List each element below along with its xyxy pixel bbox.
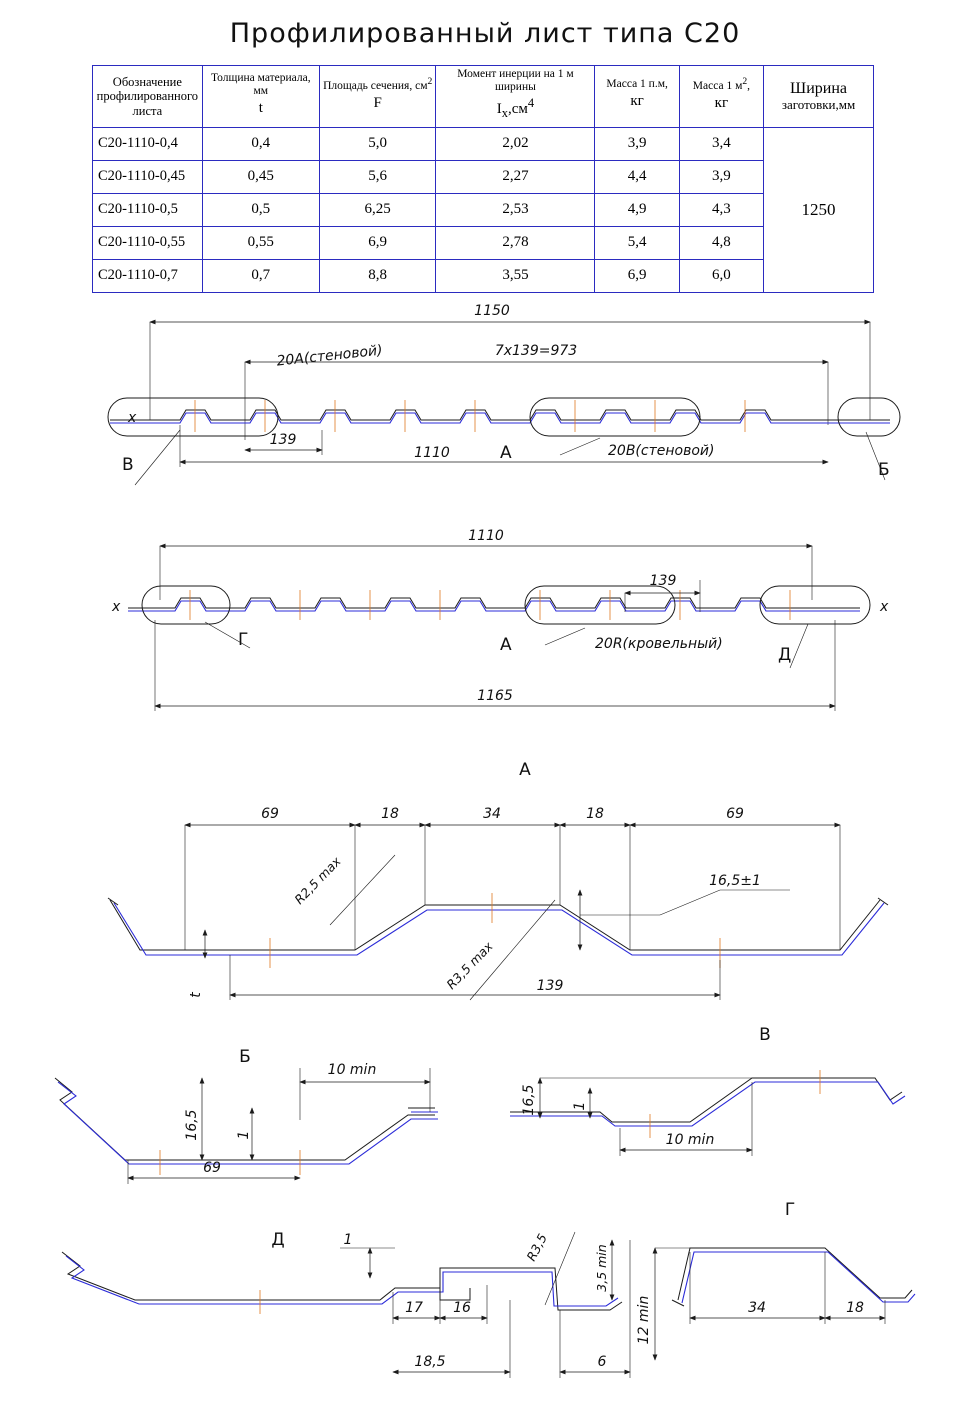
header-mass-per-m-symbol: кг bbox=[630, 93, 644, 110]
axis-label-mid-right: x bbox=[880, 599, 889, 615]
dim-top-inner: 1110 bbox=[414, 445, 450, 461]
cell-mass-per-m2: 4,8 bbox=[679, 226, 763, 259]
dim-d-18-5: 18,5 bbox=[414, 1354, 446, 1370]
dim-g-12min: 12 min bbox=[636, 1295, 652, 1345]
cell-mass-per-m: 5,4 bbox=[595, 226, 679, 259]
header-area-symbol: F bbox=[373, 95, 382, 112]
cell-mass-per-m: 4,9 bbox=[595, 193, 679, 226]
detail-v bbox=[510, 1025, 905, 1156]
dim-a-pitch: 139 bbox=[536, 978, 564, 994]
view-top-wall-sheet bbox=[108, 303, 900, 485]
node-label-bb: Б bbox=[878, 460, 890, 480]
label-20v-wall: 20В(стеновой) bbox=[608, 443, 715, 459]
dim-v-height: 16,5 bbox=[521, 1084, 537, 1116]
detail-a-title: А bbox=[519, 760, 531, 780]
cell-mass-per-m2: 3,9 bbox=[679, 160, 763, 193]
detail-bubble-g bbox=[142, 586, 230, 624]
header-mass-per-m2: Масса 1 $м^2$, кг bbox=[679, 66, 763, 128]
cell-mass-per-m2: 6,0 bbox=[679, 259, 763, 292]
label-20r-roof: 20R(кровельный) bbox=[595, 636, 723, 652]
label-20a-wall: 20А(стеновой) bbox=[275, 342, 384, 370]
dim-a-thickness: t bbox=[188, 992, 204, 998]
detail-b-title: Б bbox=[239, 1047, 251, 1067]
dim-d-radius: R3,5 bbox=[523, 1231, 551, 1264]
node-label-a-top: А bbox=[500, 443, 512, 463]
cell-mass-per-m: 4,4 bbox=[595, 160, 679, 193]
dim-a-1: 69 bbox=[261, 806, 279, 822]
cell-thickness: 0,5 bbox=[202, 193, 319, 226]
view-mid-roof-sheet bbox=[111, 528, 889, 711]
cell-designation: С20-1110-0,45 bbox=[93, 160, 203, 193]
cell-thickness: 0,45 bbox=[202, 160, 319, 193]
detail-bubble-d bbox=[760, 586, 870, 624]
dim-b-width: 69 bbox=[203, 1160, 221, 1176]
cell-blank-width: 1250 bbox=[764, 127, 874, 292]
cell-mass-per-m: 6,9 bbox=[595, 259, 679, 292]
page-title: Профилированный лист типа С20 bbox=[229, 18, 741, 49]
cell-inertia: 2,02 bbox=[436, 127, 595, 160]
cell-designation: С20-1110-0,7 bbox=[93, 259, 203, 292]
detail-bubble-a bbox=[530, 398, 700, 436]
dim-g-34: 34 bbox=[748, 1300, 766, 1316]
cell-designation: С20-1110-0,5 bbox=[93, 193, 203, 226]
detail-g-title: Г bbox=[784, 1200, 796, 1220]
cell-mass-per-m: 3,9 bbox=[595, 127, 679, 160]
detail-g bbox=[636, 1200, 915, 1360]
dim-mid-outer: 1165 bbox=[477, 688, 513, 704]
node-label-a-mid: А bbox=[500, 635, 512, 655]
cell-inertia: 3,55 bbox=[436, 259, 595, 292]
dim-a-height: 16,5±1 bbox=[709, 873, 761, 889]
cell-area: 6,9 bbox=[319, 226, 436, 259]
detail-bubble-a-mid bbox=[525, 586, 675, 624]
cell-thickness: 0,55 bbox=[202, 226, 319, 259]
dim-d-16: 16 bbox=[453, 1300, 471, 1316]
detail-d-title: Д bbox=[271, 1230, 285, 1250]
detail-bubble-bb bbox=[838, 398, 900, 436]
cell-designation: С20-1110-0,4 bbox=[93, 127, 203, 160]
dim-d-fold: 1 bbox=[343, 1232, 353, 1248]
header-blank-width: Ширина заготовки,мм bbox=[764, 66, 874, 128]
node-label-d: Д bbox=[778, 645, 792, 665]
axis-label-mid-left: x bbox=[112, 599, 121, 615]
dim-a-radius2: R3,5 max bbox=[443, 938, 496, 993]
axis-label-top: x bbox=[128, 410, 137, 426]
header-thickness-symbol: t bbox=[258, 100, 263, 116]
detail-d bbox=[62, 1230, 630, 1378]
dim-d-6: 6 bbox=[597, 1354, 607, 1370]
dim-mid-total: 1110 bbox=[468, 528, 504, 544]
cell-area: 5,6 bbox=[319, 160, 436, 193]
header-mass-per-m2-symbol: кг bbox=[714, 95, 729, 112]
dim-b-fold: 1 bbox=[236, 1130, 252, 1140]
dim-d-35min: 3,5 min bbox=[594, 1244, 609, 1292]
cell-inertia: 2,53 bbox=[436, 193, 595, 226]
dim-v-fold: 1 bbox=[572, 1101, 588, 1111]
dim-a-4: 18 bbox=[586, 806, 604, 822]
dim-top-pitch: 139 bbox=[269, 432, 297, 448]
dim-top-total: 1150 bbox=[474, 303, 510, 319]
cell-inertia: 2,27 bbox=[436, 160, 595, 193]
dim-a-radius1: R2,5 max bbox=[291, 853, 344, 908]
cell-thickness: 0,4 bbox=[202, 127, 319, 160]
detail-v-title: В bbox=[759, 1025, 771, 1045]
dim-v-min-flat: 10 min bbox=[665, 1132, 715, 1148]
dim-b-height: 16,5 bbox=[184, 1109, 200, 1141]
dim-a-5: 69 bbox=[726, 806, 744, 822]
dim-b-min-flat: 10 min bbox=[327, 1062, 377, 1078]
header-designation: Обозначение профилированного листа bbox=[93, 66, 203, 128]
detail-a bbox=[108, 760, 888, 1000]
header-inertia-symbol: $I_x,см^4$ bbox=[496, 96, 535, 121]
cell-area: 5,0 bbox=[319, 127, 436, 160]
cell-area: 6,25 bbox=[319, 193, 436, 226]
header-area: Площадь сечения, $см^2$ F bbox=[319, 66, 436, 128]
node-label-v: В bbox=[122, 455, 134, 475]
dim-a-2: 18 bbox=[381, 806, 399, 822]
header-thickness: Толщина материала, мм t bbox=[202, 66, 319, 128]
cell-mass-per-m2: 3,4 bbox=[679, 127, 763, 160]
cell-thickness: 0,7 bbox=[202, 259, 319, 292]
dim-a-3: 34 bbox=[483, 806, 501, 822]
cell-mass-per-m2: 4,3 bbox=[679, 193, 763, 226]
dim-d-17: 17 bbox=[405, 1300, 423, 1316]
dim-mid-pitch: 139 bbox=[649, 573, 677, 589]
dim-g-18: 18 bbox=[846, 1300, 864, 1316]
cell-designation: С20-1110-0,55 bbox=[93, 226, 203, 259]
header-mass-per-m: Масса 1 п.м, кг bbox=[595, 66, 679, 128]
cell-area: 8,8 bbox=[319, 259, 436, 292]
dim-top-pitch-group: 7x139=973 bbox=[494, 343, 578, 359]
cell-inertia: 2,78 bbox=[436, 226, 595, 259]
header-inertia: Момент инерции на 1 м ширины $I_x,см^4$ bbox=[436, 66, 595, 128]
node-label-g: Г bbox=[238, 630, 249, 650]
detail-b bbox=[55, 1047, 438, 1184]
